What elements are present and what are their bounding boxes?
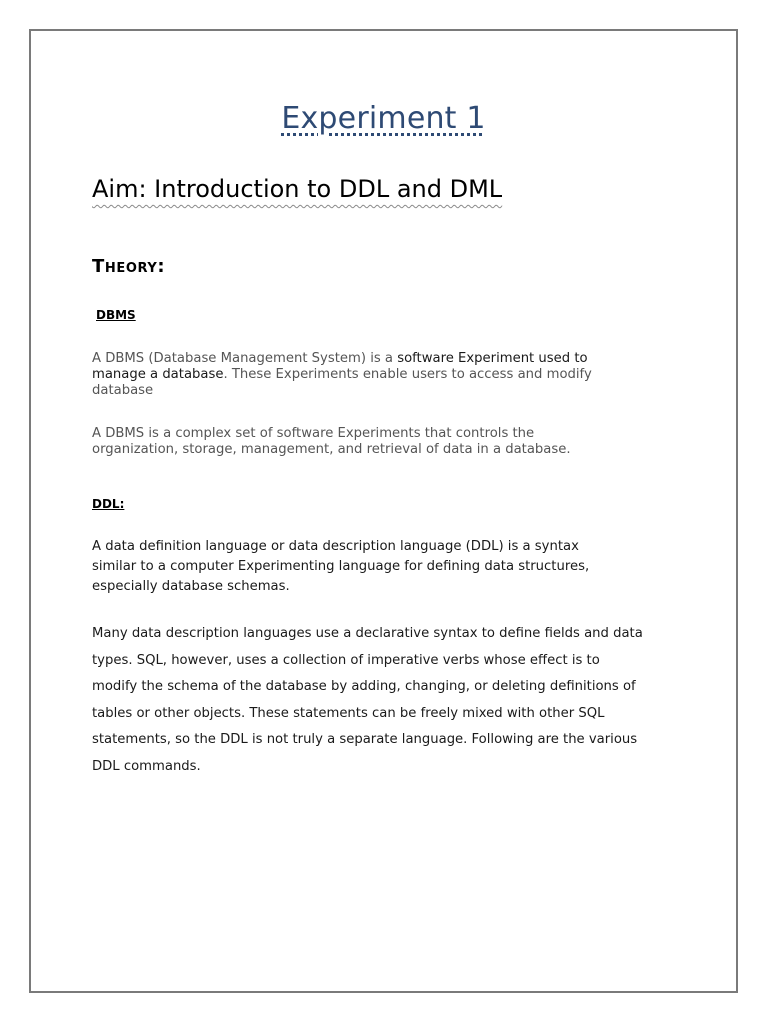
dbms-paragraph-1 xyxy=(92,351,592,399)
paragraph-line: similar to a computer Experimenting language for defining data structures, xyxy=(92,559,590,574)
ddl-subheading: DDL: xyxy=(92,497,125,511)
paragraph-line: database xyxy=(92,383,154,398)
dbms-subheading: DBMS xyxy=(96,308,136,322)
paragraph-line xyxy=(92,351,592,367)
paragraph-line: A data definition language or data description language (DDL) is a syntax xyxy=(92,539,579,554)
dbms-paragraph-2 xyxy=(92,426,571,458)
paragraph-line: modify the schema of the database by adding, changing, or deleting definitions of xyxy=(92,679,636,694)
text-run: A DBMS (Database Management System) is a xyxy=(92,351,398,366)
title-text: Experiment 1 xyxy=(281,101,486,136)
paragraph-line xyxy=(92,367,592,383)
text-run: software Experiment used to xyxy=(397,351,588,366)
aim-heading: Aim: Introduction to DDL and DML xyxy=(92,175,503,203)
ddl-paragraph-1 xyxy=(92,537,589,597)
paragraph-line: organization, storage, management, and retrieval of data in a database. xyxy=(92,442,571,457)
theory-heading: Theory: xyxy=(92,256,166,277)
paragraph-line: A DBMS is a complex set of software Experiments that controls the xyxy=(92,426,535,441)
document-page xyxy=(29,29,738,993)
paragraph-line: tables or other objects. These statements can be freely mixed with other SQL xyxy=(92,705,605,721)
paragraph-line: especially database schemas. xyxy=(92,579,290,594)
text-run: manage a database xyxy=(92,367,224,382)
paragraph-line: DDL commands. xyxy=(92,758,201,774)
ddl-paragraph-2 xyxy=(92,621,643,780)
paragraph-line: types. SQL, however, uses a collection of imperative verbs whose effect is to xyxy=(92,652,600,668)
paragraph-line: statements, so the DDL is not truly a separate language. Following are the various xyxy=(92,732,638,747)
paragraph-line: Many data description languages use a declarative syntax to define fields and data xyxy=(92,626,643,641)
page-title xyxy=(31,101,736,136)
text-run: . These Experiments enable users to access and modify xyxy=(223,367,592,382)
